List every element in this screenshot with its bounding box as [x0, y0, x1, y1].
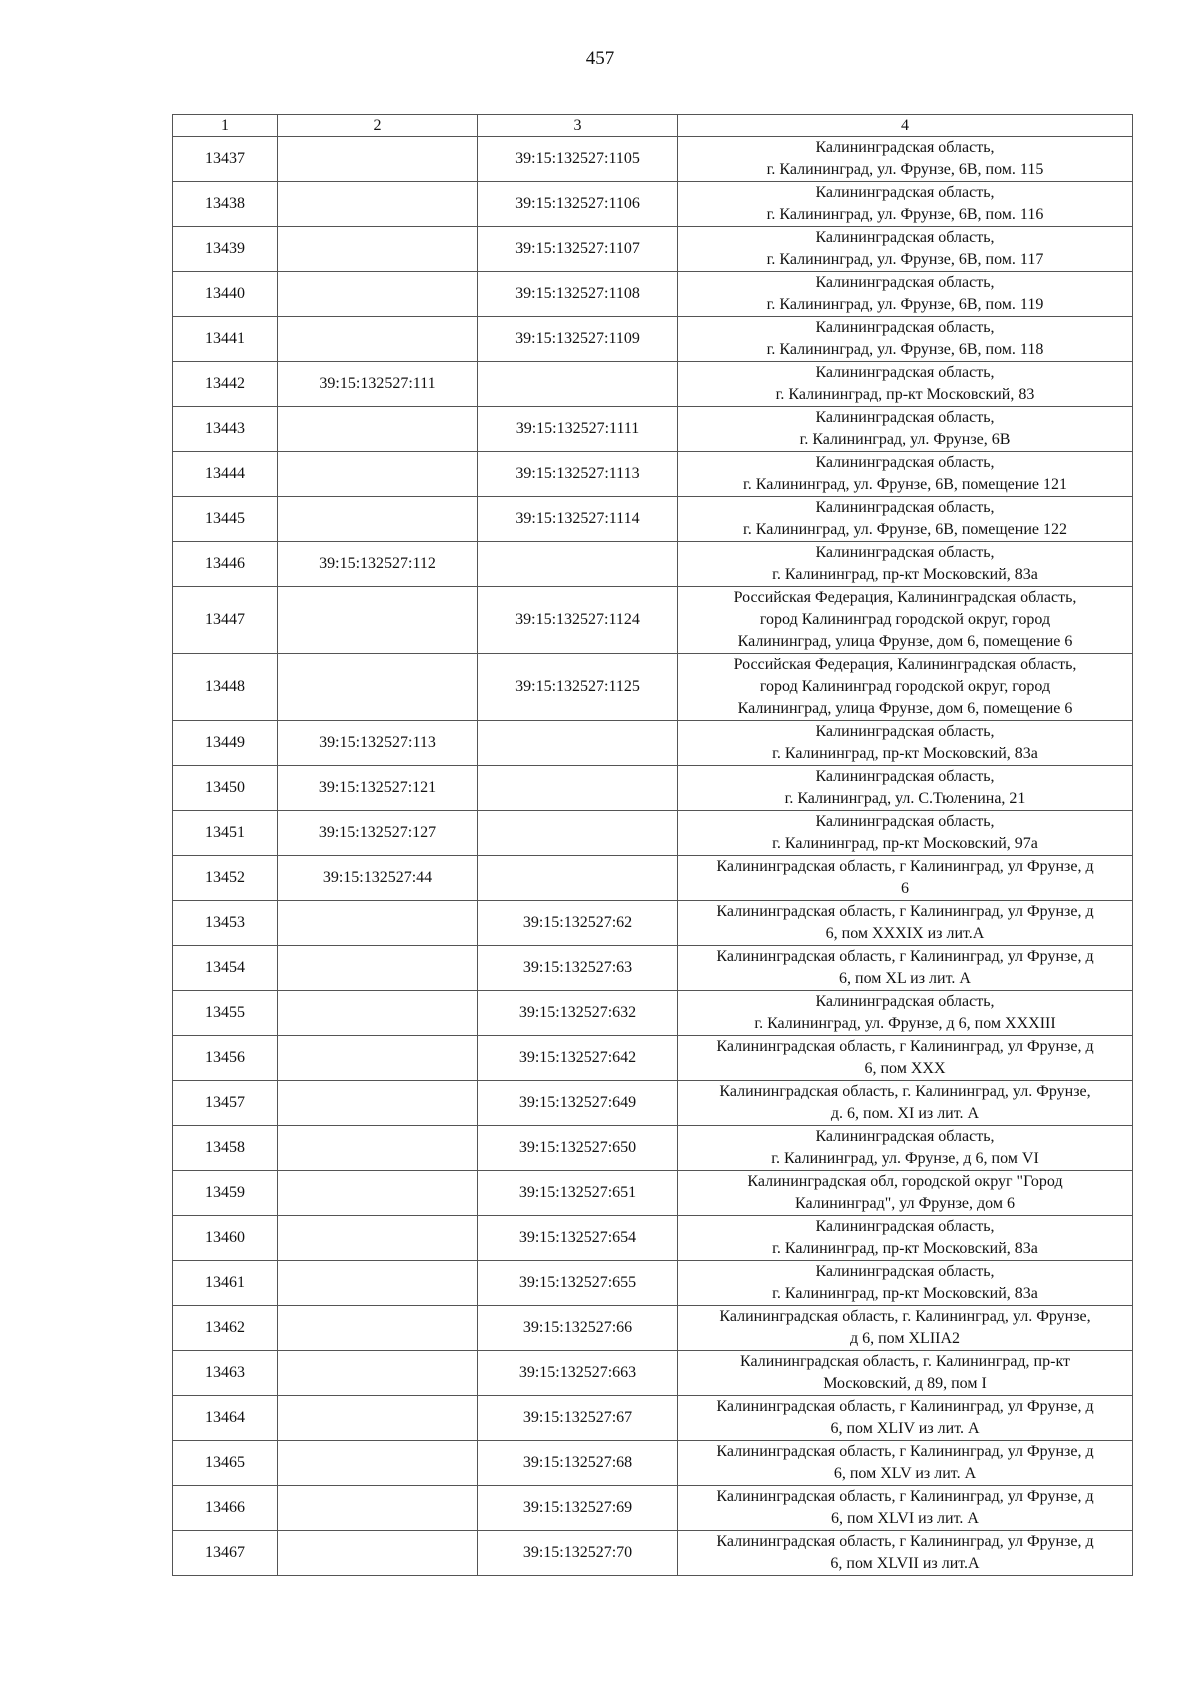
row-number-cell: 13437 — [173, 137, 278, 182]
row-number-cell: 13466 — [173, 1486, 278, 1531]
address-cell: Калининградская область, г. Калининград, пр-кт Московский, 83 — [678, 362, 1133, 407]
premises-number-cell: 39:15:132527:62 — [478, 901, 678, 946]
parcel-number-cell — [278, 1216, 478, 1261]
row-number-cell: 13464 — [173, 1396, 278, 1441]
premises-number-cell: 39:15:132527:68 — [478, 1441, 678, 1486]
table-row — [173, 182, 1133, 227]
address-cell: Калининградская область, г Калининград, ул Фрунзе, д 6, пом XXXIX из лит.А — [678, 901, 1133, 946]
premises-number-cell — [478, 721, 678, 766]
premises-number-cell: 39:15:132527:1107 — [478, 227, 678, 272]
row-number-cell: 13467 — [173, 1531, 278, 1576]
row-number-cell: 13458 — [173, 1126, 278, 1171]
address-cell: Калининградская область, г. Калининград, пр-кт Московский, 83а — [678, 542, 1133, 587]
parcel-number-cell — [278, 1036, 478, 1081]
table-row — [173, 1216, 1133, 1261]
parcel-number-cell — [278, 182, 478, 227]
table-row — [173, 1261, 1133, 1306]
row-number-cell: 13465 — [173, 1441, 278, 1486]
premises-number-cell: 39:15:132527:63 — [478, 946, 678, 991]
row-number-cell: 13460 — [173, 1216, 278, 1261]
row-number-cell: 13456 — [173, 1036, 278, 1081]
header-row — [173, 115, 1133, 137]
premises-number-cell: 39:15:132527:1108 — [478, 272, 678, 317]
row-number-cell: 13459 — [173, 1171, 278, 1216]
address-cell: Калининградская область, г. Калининград, ул. Фрунзе, 6В, пом. 115 — [678, 137, 1133, 182]
address-cell: Калининградская область, г. Калининград, ул. Фрунзе, 6В, помещение 121 — [678, 452, 1133, 497]
premises-number-cell — [478, 811, 678, 856]
table-row — [173, 901, 1133, 946]
address-cell: Калининградская область, г Калининград, ул Фрунзе, д 6, пом XLVII из лит.А — [678, 1531, 1133, 1576]
address-cell: Калининградская область, г. Калининград, ул. С.Тюленина, 21 — [678, 766, 1133, 811]
parcel-number-cell — [278, 1081, 478, 1126]
premises-number-cell: 39:15:132527:1124 — [478, 587, 678, 654]
premises-number-cell: 39:15:132527:651 — [478, 1171, 678, 1216]
parcel-number-cell — [278, 1261, 478, 1306]
table-row — [173, 856, 1133, 901]
address-cell: Калининградская область, г. Калининград, ул. Фрунзе, д 6, пом VI — [678, 1126, 1133, 1171]
premises-number-cell: 39:15:132527:1113 — [478, 452, 678, 497]
premises-number-cell — [478, 856, 678, 901]
row-number-cell: 13443 — [173, 407, 278, 452]
parcel-number-cell: 39:15:132527:121 — [278, 766, 478, 811]
row-number-cell: 13438 — [173, 182, 278, 227]
column-header-4: 4 — [678, 115, 1133, 137]
address-cell: Калининградская область, г. Калининград, пр-кт Московский, 83а — [678, 1216, 1133, 1261]
row-number-cell: 13447 — [173, 587, 278, 654]
parcel-number-cell — [278, 1351, 478, 1396]
address-cell: Калининградская область, г. Калининград, пр-кт Московский, 83а — [678, 1261, 1133, 1306]
parcel-number-cell — [278, 137, 478, 182]
parcel-number-cell — [278, 1396, 478, 1441]
parcel-number-cell — [278, 272, 478, 317]
row-number-cell: 13454 — [173, 946, 278, 991]
table-row — [173, 497, 1133, 542]
address-cell: Калининградская область, г Калининград, ул Фрунзе, д 6, пом XL из лит. А — [678, 946, 1133, 991]
table-row — [173, 1036, 1133, 1081]
row-number-cell: 13445 — [173, 497, 278, 542]
address-cell: Калининградская область, г. Калининград, ул. Фрунзе, 6В — [678, 407, 1133, 452]
premises-number-cell: 39:15:132527:66 — [478, 1306, 678, 1351]
parcel-number-cell: 39:15:132527:127 — [278, 811, 478, 856]
parcel-number-cell — [278, 1171, 478, 1216]
address-cell: Калининградская область, г. Калининград, ул. Фрунзе, 6В, пом. 119 — [678, 272, 1133, 317]
address-cell: Калининградская область, г. Калининград, ул. Фрунзе, 6В, пом. 118 — [678, 317, 1133, 362]
premises-number-cell: 39:15:132527:70 — [478, 1531, 678, 1576]
table-row — [173, 407, 1133, 452]
premises-number-cell: 39:15:132527:1109 — [478, 317, 678, 362]
parcel-number-cell — [278, 227, 478, 272]
premises-number-cell: 39:15:132527:649 — [478, 1081, 678, 1126]
parcel-number-cell — [278, 1531, 478, 1576]
parcel-number-cell: 39:15:132527:113 — [278, 721, 478, 766]
table-row — [173, 1171, 1133, 1216]
premises-number-cell: 39:15:132527:642 — [478, 1036, 678, 1081]
table-row — [173, 1081, 1133, 1126]
premises-number-cell: 39:15:132527:1125 — [478, 654, 678, 721]
address-cell: Калининградская область, г Калининград, ул Фрунзе, д 6, пом XLVI из лит. А — [678, 1486, 1133, 1531]
row-number-cell: 13450 — [173, 766, 278, 811]
premises-number-cell — [478, 766, 678, 811]
table-row — [173, 946, 1133, 991]
premises-number-cell — [478, 542, 678, 587]
row-number-cell: 13457 — [173, 1081, 278, 1126]
table-row — [173, 272, 1133, 317]
premises-number-cell — [478, 362, 678, 407]
address-cell: Калининградская область, г Калининград, ул Фрунзе, д 6 — [678, 856, 1133, 901]
table-row — [173, 452, 1133, 497]
row-number-cell: 13441 — [173, 317, 278, 362]
parcel-number-cell — [278, 1306, 478, 1351]
row-number-cell: 13462 — [173, 1306, 278, 1351]
premises-number-cell: 39:15:132527:1111 — [478, 407, 678, 452]
address-cell: Калининградская область, г. Калининград, ул. Фрунзе, д. 6, пом. XI из лит. А — [678, 1081, 1133, 1126]
parcel-number-cell — [278, 1486, 478, 1531]
premises-number-cell: 39:15:132527:663 — [478, 1351, 678, 1396]
parcel-number-cell: 39:15:132527:112 — [278, 542, 478, 587]
table-row — [173, 654, 1133, 721]
table-row — [173, 1126, 1133, 1171]
parcel-number-cell — [278, 1126, 478, 1171]
parcel-number-cell — [278, 407, 478, 452]
parcel-number-cell: 39:15:132527:44 — [278, 856, 478, 901]
table-row — [173, 1486, 1133, 1531]
parcel-number-cell — [278, 654, 478, 721]
address-cell: Калининградская область, г. Калининград, ул. Фрунзе, д 6, пом XXXIII — [678, 991, 1133, 1036]
row-number-cell: 13439 — [173, 227, 278, 272]
address-cell: Калининградская область, г Калининград, ул Фрунзе, д 6, пом XXX — [678, 1036, 1133, 1081]
premises-number-cell: 39:15:132527:69 — [478, 1486, 678, 1531]
premises-number-cell: 39:15:132527:650 — [478, 1126, 678, 1171]
parcel-number-cell — [278, 946, 478, 991]
table-row — [173, 1306, 1133, 1351]
premises-number-cell: 39:15:132527:1114 — [478, 497, 678, 542]
table-row — [173, 362, 1133, 407]
parcel-number-cell: 39:15:132527:111 — [278, 362, 478, 407]
table-row — [173, 991, 1133, 1036]
table-body — [173, 137, 1133, 1576]
table-row — [173, 227, 1133, 272]
address-cell: Калининградская область, г. Калининград, ул. Фрунзе, 6В, помещение 122 — [678, 497, 1133, 542]
row-number-cell: 13453 — [173, 901, 278, 946]
parcel-number-cell — [278, 587, 478, 654]
address-cell: Калининградская область, г. Калининград, ул. Фрунзе, 6В, пом. 117 — [678, 227, 1133, 272]
column-header-3: 3 — [478, 115, 678, 137]
address-cell: Калининградская область, г. Калининград, пр-кт Московский, д 89, пом I — [678, 1351, 1133, 1396]
row-number-cell: 13463 — [173, 1351, 278, 1396]
row-number-cell: 13455 — [173, 991, 278, 1036]
table-row — [173, 1441, 1133, 1486]
address-cell: Калининградская область, г. Калининград, пр-кт Московский, 97а — [678, 811, 1133, 856]
parcel-number-cell — [278, 901, 478, 946]
page-number: 457 — [585, 48, 615, 69]
row-number-cell: 13448 — [173, 654, 278, 721]
parcel-number-cell — [278, 497, 478, 542]
parcel-number-cell — [278, 317, 478, 362]
table-row — [173, 1531, 1133, 1576]
address-cell: Калининградская область, г Калининград, ул Фрунзе, д 6, пом XLIV из лит. А — [678, 1396, 1133, 1441]
table-row — [173, 721, 1133, 766]
row-number-cell: 13442 — [173, 362, 278, 407]
address-cell: Российская Федерация, Калининградская область, город Калининград городской округ, город Калининград, улица Фрунзе, дом 6, помещение 6 — [678, 587, 1133, 654]
row-number-cell: 13461 — [173, 1261, 278, 1306]
row-number-cell: 13444 — [173, 452, 278, 497]
row-number-cell: 13451 — [173, 811, 278, 856]
table-row — [173, 1351, 1133, 1396]
row-number-cell: 13440 — [173, 272, 278, 317]
row-number-cell: 13446 — [173, 542, 278, 587]
registry-table — [172, 114, 1133, 1576]
premises-number-cell: 39:15:132527:67 — [478, 1396, 678, 1441]
address-cell: Калининградская обл, городской округ "Город Калининград", ул Фрунзе, дом 6 — [678, 1171, 1133, 1216]
address-cell: Калининградская область, г. Калининград, ул. Фрунзе, 6В, пом. 116 — [678, 182, 1133, 227]
premises-number-cell: 39:15:132527:1105 — [478, 137, 678, 182]
row-number-cell: 13452 — [173, 856, 278, 901]
table-row — [173, 317, 1133, 362]
table-row — [173, 1396, 1133, 1441]
parcel-number-cell — [278, 1441, 478, 1486]
table-row — [173, 587, 1133, 654]
table-row — [173, 137, 1133, 182]
premises-number-cell: 39:15:132527:654 — [478, 1216, 678, 1261]
premises-number-cell: 39:15:132527:632 — [478, 991, 678, 1036]
parcel-number-cell — [278, 991, 478, 1036]
parcel-number-cell — [278, 452, 478, 497]
address-cell: Калининградская область, г. Калининград, ул. Фрунзе, д 6, пом XLIIA2 — [678, 1306, 1133, 1351]
column-header-1: 1 — [173, 115, 278, 137]
table-row — [173, 542, 1133, 587]
table-row — [173, 766, 1133, 811]
column-header-2: 2 — [278, 115, 478, 137]
address-cell: Калининградская область, г Калининград, ул Фрунзе, д 6, пом XLV из лит. А — [678, 1441, 1133, 1486]
row-number-cell: 13449 — [173, 721, 278, 766]
table-row — [173, 811, 1133, 856]
premises-number-cell: 39:15:132527:1106 — [478, 182, 678, 227]
address-cell: Российская Федерация, Калининградская область, город Калининград городской округ, город Калининград, улица Фрунзе, дом 6, помещение 6 — [678, 654, 1133, 721]
address-cell: Калининградская область, г. Калининград, пр-кт Московский, 83а — [678, 721, 1133, 766]
premises-number-cell: 39:15:132527:655 — [478, 1261, 678, 1306]
